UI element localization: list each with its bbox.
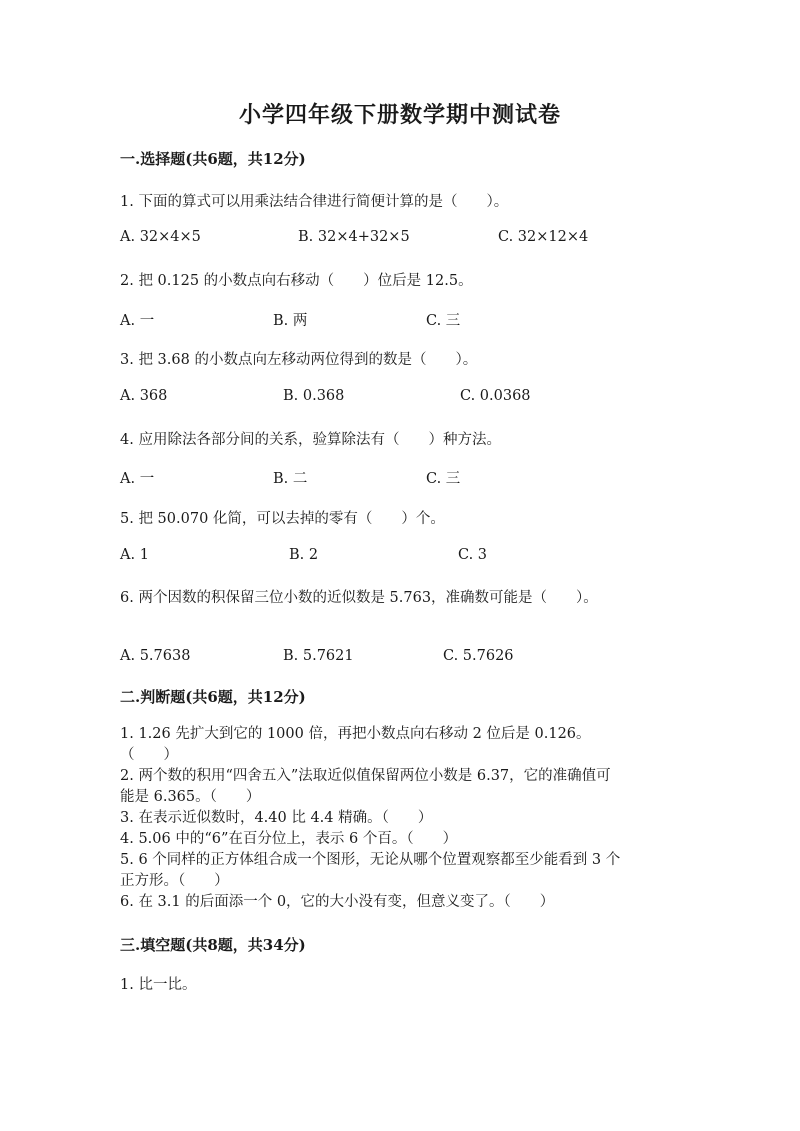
judge-line: （ ）: [120, 747, 178, 763]
judge-line: 2. 两个数的积用“四舍五入”法取近似值保留两位小数是 6.37，它的准确值可: [120, 768, 611, 784]
judge-line: 能是 6.365。（ ）: [120, 789, 261, 805]
judge-line: 1. 1.26 先扩大到它的 1000 倍，再把小数点向右移动 2 位后是 0.126。: [120, 726, 591, 742]
fill-question-1: 1. 比一比。: [120, 977, 197, 993]
choice-6-option-b: B. 5.7621: [283, 648, 354, 664]
choice-5-option-a: A. 1: [120, 547, 149, 563]
choice-3-option-a: A. 368: [120, 388, 168, 404]
choice-2-option-c: C. 三: [426, 313, 461, 329]
choice-2-option-b: B. 两: [273, 313, 308, 329]
choice-question-3: 3. 把 3.68 的小数点向左移动两位得到的数是（ ）。: [120, 352, 478, 368]
choice-3-option-c: C. 0.0368: [460, 388, 531, 404]
section-heading-fill: 三.填空题(共8题，共34分): [120, 936, 306, 954]
choice-question-2: 2. 把 0.125 的小数点向右移动（ ）位后是 12.5。: [120, 273, 473, 289]
section-heading-judge: 二.判断题(共6题，共12分): [120, 688, 306, 706]
choice-1-option-a: A. 32×4×5: [120, 229, 201, 245]
choice-question-1: 1. 下面的算式可以用乘法结合律进行简便计算的是（ ）。: [120, 194, 509, 210]
choice-6-option-c: C. 5.7626: [443, 648, 514, 664]
page-title: 小学四年级下册数学期中测试卷: [238, 102, 561, 128]
choice-6-option-a: A. 5.7638: [120, 648, 191, 664]
choice-5-option-b: B. 2: [289, 547, 319, 563]
choice-4-option-c: C. 三: [426, 471, 461, 487]
choice-3-option-b: B. 0.368: [283, 388, 345, 404]
judge-line: 3. 在表示近似数时，4.40 比 4.4 精确。（ ）: [120, 810, 433, 826]
choice-question-5: 5. 把 50.070 化简，可以去掉的零有（ ）个。: [120, 511, 445, 527]
choice-4-option-b: B. 二: [273, 471, 308, 487]
choice-question-4: 4. 应用除法各部分间的关系，验算除法有（ ）种方法。: [120, 432, 501, 448]
judge-line: 5. 6 个同样的正方体组合成一个图形，无论从哪个位置观察都至少能看到 3 个: [120, 852, 621, 868]
choice-1-option-c: C. 32×12×4: [498, 229, 589, 245]
choice-question-6: 6. 两个因数的积保留三位小数的近似数是 5.763，准确数可能是（ ）。: [120, 590, 598, 606]
choice-2-option-a: A. 一: [120, 313, 155, 329]
choice-1-option-b: B. 32×4+32×5: [298, 229, 410, 245]
section-heading-choice: 一.选择题(共6题，共12分): [120, 150, 306, 168]
judge-line: 4. 5.06 中的“6”在百分位上，表示 6 个百。（ ）: [120, 831, 458, 847]
judge-line: 6. 在 3.1 的后面添一个 0，它的大小没有变，但意义变了。（ ）: [120, 894, 555, 910]
choice-5-option-c: C. 3: [458, 547, 488, 563]
choice-4-option-a: A. 一: [120, 471, 155, 487]
judge-line: 正方形。（ ）: [120, 873, 229, 889]
judge-block: [120, 724, 680, 913]
